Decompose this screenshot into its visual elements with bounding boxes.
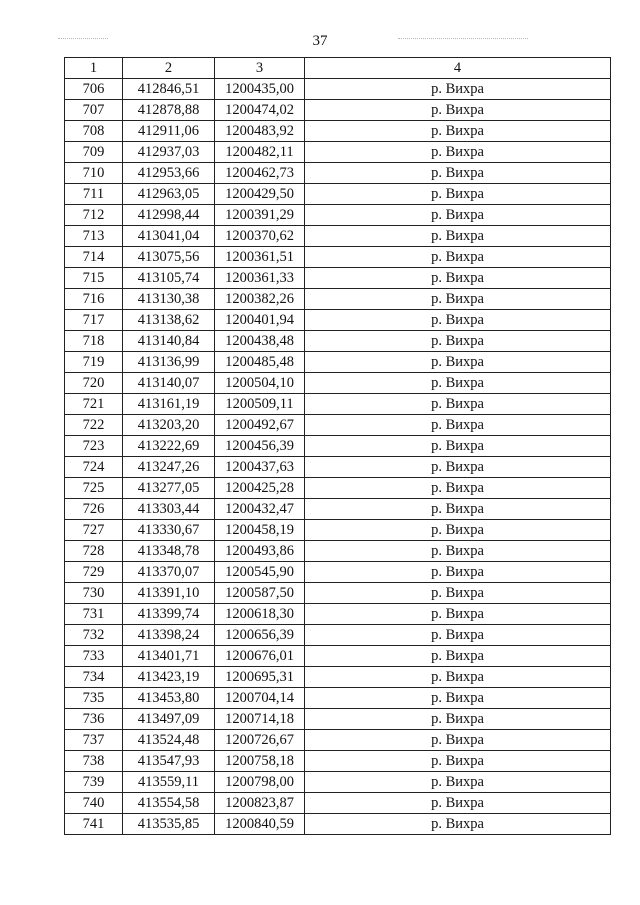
y-coordinate-cell: 1200656,39	[215, 625, 305, 646]
y-coordinate-cell: 1200823,87	[215, 793, 305, 814]
x-coordinate-cell: 413105,74	[123, 268, 215, 289]
x-coordinate-cell: 413423,19	[123, 667, 215, 688]
y-coordinate-cell: 1200437,63	[215, 457, 305, 478]
description-cell: р. Вихра	[305, 499, 611, 520]
point-number-cell: 730	[65, 583, 123, 604]
point-number-cell: 726	[65, 499, 123, 520]
table-row	[65, 583, 611, 604]
y-coordinate-cell: 1200391,29	[215, 205, 305, 226]
y-coordinate-cell: 1200587,50	[215, 583, 305, 604]
description-cell: р. Вихра	[305, 709, 611, 730]
y-coordinate-cell: 1200695,31	[215, 667, 305, 688]
description-cell: р. Вихра	[305, 793, 611, 814]
table-row	[65, 520, 611, 541]
description-cell: р. Вихра	[305, 772, 611, 793]
x-coordinate-cell: 413247,26	[123, 457, 215, 478]
y-coordinate-cell: 1200504,10	[215, 373, 305, 394]
table-row	[65, 205, 611, 226]
table-row	[65, 814, 611, 835]
table-header-row	[65, 58, 611, 79]
point-number-cell: 708	[65, 121, 123, 142]
x-coordinate-cell: 413222,69	[123, 436, 215, 457]
table-row	[65, 163, 611, 184]
description-cell: р. Вихра	[305, 289, 611, 310]
y-coordinate-cell: 1200509,11	[215, 394, 305, 415]
scan-artifact-left	[58, 38, 108, 39]
description-cell: р. Вихра	[305, 688, 611, 709]
description-cell: р. Вихра	[305, 142, 611, 163]
x-coordinate-cell: 412937,03	[123, 142, 215, 163]
point-number-cell: 711	[65, 184, 123, 205]
y-coordinate-cell: 1200456,39	[215, 436, 305, 457]
table-row	[65, 142, 611, 163]
point-number-cell: 724	[65, 457, 123, 478]
y-coordinate-cell: 1200474,02	[215, 100, 305, 121]
table-body	[65, 79, 611, 835]
description-cell: р. Вихра	[305, 562, 611, 583]
coordinates-table	[64, 57, 611, 835]
column-header-2: 2	[123, 58, 215, 79]
point-number-cell: 740	[65, 793, 123, 814]
x-coordinate-cell: 413161,19	[123, 394, 215, 415]
y-coordinate-cell: 1200840,59	[215, 814, 305, 835]
y-coordinate-cell: 1200458,19	[215, 520, 305, 541]
description-cell: р. Вихра	[305, 100, 611, 121]
point-number-cell: 725	[65, 478, 123, 499]
table-row	[65, 415, 611, 436]
point-number-cell: 739	[65, 772, 123, 793]
point-number-cell: 714	[65, 247, 123, 268]
point-number-cell: 712	[65, 205, 123, 226]
y-coordinate-cell: 1200482,11	[215, 142, 305, 163]
point-number-cell: 720	[65, 373, 123, 394]
description-cell: р. Вихра	[305, 730, 611, 751]
x-coordinate-cell: 413130,38	[123, 289, 215, 310]
y-coordinate-cell: 1200425,28	[215, 478, 305, 499]
y-coordinate-cell: 1200483,92	[215, 121, 305, 142]
x-coordinate-cell: 413330,67	[123, 520, 215, 541]
x-coordinate-cell: 413041,04	[123, 226, 215, 247]
scan-artifact-right	[398, 38, 528, 39]
y-coordinate-cell: 1200714,18	[215, 709, 305, 730]
x-coordinate-cell: 413075,56	[123, 247, 215, 268]
table-row	[65, 247, 611, 268]
table-row	[65, 121, 611, 142]
y-coordinate-cell: 1200429,50	[215, 184, 305, 205]
x-coordinate-cell: 413136,99	[123, 352, 215, 373]
x-coordinate-cell: 413524,48	[123, 730, 215, 751]
point-number-cell: 731	[65, 604, 123, 625]
y-coordinate-cell: 1200382,26	[215, 289, 305, 310]
point-number-cell: 721	[65, 394, 123, 415]
y-coordinate-cell: 1200618,30	[215, 604, 305, 625]
table-row	[65, 310, 611, 331]
description-cell: р. Вихра	[305, 583, 611, 604]
description-cell: р. Вихра	[305, 268, 611, 289]
point-number-cell: 707	[65, 100, 123, 121]
x-coordinate-cell: 413370,07	[123, 562, 215, 583]
table-row	[65, 184, 611, 205]
point-number-cell: 741	[65, 814, 123, 835]
table-row	[65, 352, 611, 373]
y-coordinate-cell: 1200401,94	[215, 310, 305, 331]
description-cell: р. Вихра	[305, 205, 611, 226]
point-number-cell: 729	[65, 562, 123, 583]
x-coordinate-cell: 413277,05	[123, 478, 215, 499]
y-coordinate-cell: 1200361,51	[215, 247, 305, 268]
point-number-cell: 722	[65, 415, 123, 436]
table-row	[65, 667, 611, 688]
description-cell: р. Вихра	[305, 373, 611, 394]
table-row	[65, 751, 611, 772]
table-row	[65, 772, 611, 793]
point-number-cell: 718	[65, 331, 123, 352]
x-coordinate-cell: 413559,11	[123, 772, 215, 793]
description-cell: р. Вихра	[305, 625, 611, 646]
table-row	[65, 478, 611, 499]
point-number-cell: 733	[65, 646, 123, 667]
description-cell: р. Вихра	[305, 352, 611, 373]
x-coordinate-cell: 413391,10	[123, 583, 215, 604]
x-coordinate-cell: 412846,51	[123, 79, 215, 100]
x-coordinate-cell: 412953,66	[123, 163, 215, 184]
page-number: 37	[312, 33, 328, 49]
description-cell: р. Вихра	[305, 667, 611, 688]
table-row	[65, 226, 611, 247]
point-number-cell: 715	[65, 268, 123, 289]
x-coordinate-cell: 412998,44	[123, 205, 215, 226]
y-coordinate-cell: 1200438,48	[215, 331, 305, 352]
y-coordinate-cell: 1200492,67	[215, 415, 305, 436]
y-coordinate-cell: 1200798,00	[215, 772, 305, 793]
x-coordinate-cell: 413399,74	[123, 604, 215, 625]
description-cell: р. Вихра	[305, 247, 611, 268]
table-row	[65, 457, 611, 478]
table-row	[65, 499, 611, 520]
description-cell: р. Вихра	[305, 751, 611, 772]
y-coordinate-cell: 1200545,90	[215, 562, 305, 583]
description-cell: р. Вихра	[305, 331, 611, 352]
x-coordinate-cell: 413203,20	[123, 415, 215, 436]
column-header-4: 4	[305, 58, 611, 79]
y-coordinate-cell: 1200758,18	[215, 751, 305, 772]
description-cell: р. Вихра	[305, 604, 611, 625]
column-header-3: 3	[215, 58, 305, 79]
description-cell: р. Вихра	[305, 520, 611, 541]
x-coordinate-cell: 413140,07	[123, 373, 215, 394]
table-row	[65, 688, 611, 709]
table-row	[65, 373, 611, 394]
description-cell: р. Вихра	[305, 184, 611, 205]
x-coordinate-cell: 413140,84	[123, 331, 215, 352]
description-cell: р. Вихра	[305, 457, 611, 478]
x-coordinate-cell: 413554,58	[123, 793, 215, 814]
x-coordinate-cell: 413547,93	[123, 751, 215, 772]
point-number-cell: 737	[65, 730, 123, 751]
description-cell: р. Вихра	[305, 814, 611, 835]
table-row	[65, 730, 611, 751]
point-number-cell: 713	[65, 226, 123, 247]
table-row	[65, 268, 611, 289]
point-number-cell: 736	[65, 709, 123, 730]
x-coordinate-cell: 413497,09	[123, 709, 215, 730]
point-number-cell: 709	[65, 142, 123, 163]
y-coordinate-cell: 1200435,00	[215, 79, 305, 100]
point-number-cell: 717	[65, 310, 123, 331]
table-row	[65, 793, 611, 814]
description-cell: р. Вихра	[305, 478, 611, 499]
point-number-cell: 734	[65, 667, 123, 688]
table-row	[65, 709, 611, 730]
point-number-cell: 732	[65, 625, 123, 646]
description-cell: р. Вихра	[305, 310, 611, 331]
table-row	[65, 79, 611, 100]
y-coordinate-cell: 1200361,33	[215, 268, 305, 289]
x-coordinate-cell: 413138,62	[123, 310, 215, 331]
table-row	[65, 541, 611, 562]
table-row	[65, 646, 611, 667]
table-row	[65, 436, 611, 457]
table-row	[65, 100, 611, 121]
point-number-cell: 706	[65, 79, 123, 100]
table-row	[65, 562, 611, 583]
y-coordinate-cell: 1200485,48	[215, 352, 305, 373]
x-coordinate-cell: 412911,06	[123, 121, 215, 142]
table-row	[65, 289, 611, 310]
point-number-cell: 716	[65, 289, 123, 310]
y-coordinate-cell: 1200676,01	[215, 646, 305, 667]
table-row	[65, 394, 611, 415]
point-number-cell: 710	[65, 163, 123, 184]
y-coordinate-cell: 1200370,62	[215, 226, 305, 247]
point-number-cell: 735	[65, 688, 123, 709]
y-coordinate-cell: 1200726,67	[215, 730, 305, 751]
column-header-1: 1	[65, 58, 123, 79]
table-row	[65, 625, 611, 646]
y-coordinate-cell: 1200432,47	[215, 499, 305, 520]
point-number-cell: 728	[65, 541, 123, 562]
description-cell: р. Вихра	[305, 163, 611, 184]
x-coordinate-cell: 412963,05	[123, 184, 215, 205]
y-coordinate-cell: 1200462,73	[215, 163, 305, 184]
point-number-cell: 738	[65, 751, 123, 772]
description-cell: р. Вихра	[305, 226, 611, 247]
point-number-cell: 719	[65, 352, 123, 373]
description-cell: р. Вихра	[305, 646, 611, 667]
x-coordinate-cell: 413453,80	[123, 688, 215, 709]
y-coordinate-cell: 1200493,86	[215, 541, 305, 562]
description-cell: р. Вихра	[305, 436, 611, 457]
point-number-cell: 723	[65, 436, 123, 457]
description-cell: р. Вихра	[305, 394, 611, 415]
x-coordinate-cell: 413348,78	[123, 541, 215, 562]
x-coordinate-cell: 413398,24	[123, 625, 215, 646]
y-coordinate-cell: 1200704,14	[215, 688, 305, 709]
point-number-cell: 727	[65, 520, 123, 541]
x-coordinate-cell: 413535,85	[123, 814, 215, 835]
description-cell: р. Вихра	[305, 541, 611, 562]
x-coordinate-cell: 413401,71	[123, 646, 215, 667]
description-cell: р. Вихра	[305, 415, 611, 436]
x-coordinate-cell: 412878,88	[123, 100, 215, 121]
description-cell: р. Вихра	[305, 79, 611, 100]
table-row	[65, 604, 611, 625]
x-coordinate-cell: 413303,44	[123, 499, 215, 520]
description-cell: р. Вихра	[305, 121, 611, 142]
table-row	[65, 331, 611, 352]
